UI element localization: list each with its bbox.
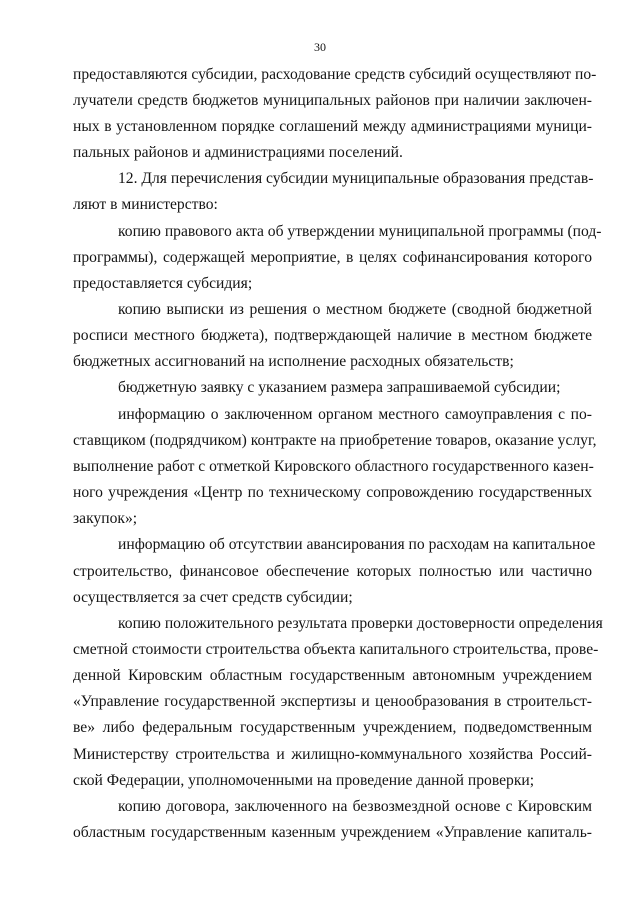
text-line: копию правового акта об утверждении муниципальной программы (под- bbox=[118, 223, 602, 240]
text-line: Министерству строительства и жилищно-коммунального хозяйства Россий- bbox=[73, 746, 592, 763]
text-line: ставщиком (подрядчиком) контракте на приобретение товаров, оказание услуг, bbox=[73, 432, 597, 449]
text-line: росписи местного бюджета), подтверждающей наличие в местном бюджете bbox=[73, 327, 592, 344]
text-line: закупок»; bbox=[73, 510, 138, 527]
page-number: 30 bbox=[314, 40, 326, 54]
text-line: ных в установленном порядке соглашений между администрациями муници- bbox=[73, 118, 592, 135]
text-line: ве» либо федеральным государственным учреждением, подведомственным bbox=[73, 719, 592, 736]
text-line: ного учреждения «Центр по техническому сопровождению государственных bbox=[73, 484, 592, 501]
text-line: областным государственным казенным учреждением «Управление капиталь- bbox=[73, 824, 592, 841]
text-line: информацию о заключенном органом местного самоуправления с по- bbox=[118, 406, 592, 423]
text-line: выполнение работ с отметкой Кировского областного государственного казен- bbox=[73, 458, 594, 475]
text-line: осуществляется за счет средств субсидии; bbox=[73, 589, 353, 606]
text-line: ляют в министерство: bbox=[73, 196, 218, 213]
text-line: строительство, финансовое обеспечение которых полностью или частично bbox=[73, 563, 592, 580]
text-line: пальных районов и администрациями поселений. bbox=[73, 144, 403, 161]
text-line: предоставляется субсидия; bbox=[73, 275, 253, 292]
text-line: «Управление государственной экспертизы и ценообразования в строительст- bbox=[73, 693, 592, 710]
text-line: бюджетных ассигнований на исполнение расходных обязательств; bbox=[73, 353, 514, 370]
text-line: копию положительного результата проверки достоверности определения bbox=[118, 615, 603, 632]
text-line: копию выписки из решения о местном бюджете (сводной бюджетной bbox=[118, 301, 592, 318]
text-line: 12. Для перечисления субсидии муниципальные образования представ- bbox=[118, 170, 594, 187]
text-line: лучатели средств бюджетов муниципальных районов при наличии заключен- bbox=[73, 92, 592, 109]
text-line: программы), содержащей мероприятие, в целях софинансирования которого bbox=[73, 249, 592, 266]
text-line: бюджетную заявку с указанием размера запрашиваемой субсидии; bbox=[118, 379, 561, 396]
text-line: денной Кировским областным государственным автономным учреждением bbox=[73, 667, 592, 684]
text-line: копию договора, заключенного на безвозмездной основе с Кировским bbox=[118, 798, 592, 815]
text-line: сметной стоимости строительства объекта капитального строительства, прове- bbox=[73, 641, 599, 658]
text-line: ской Федерации, уполномоченными на проведение данной проверки; bbox=[73, 772, 535, 789]
text-line: предоставляются субсидии, расходование средств субсидий осуществляют по- bbox=[73, 66, 597, 83]
text-line: информацию об отсутствии авансирования по расходам на капитальное bbox=[118, 536, 596, 553]
